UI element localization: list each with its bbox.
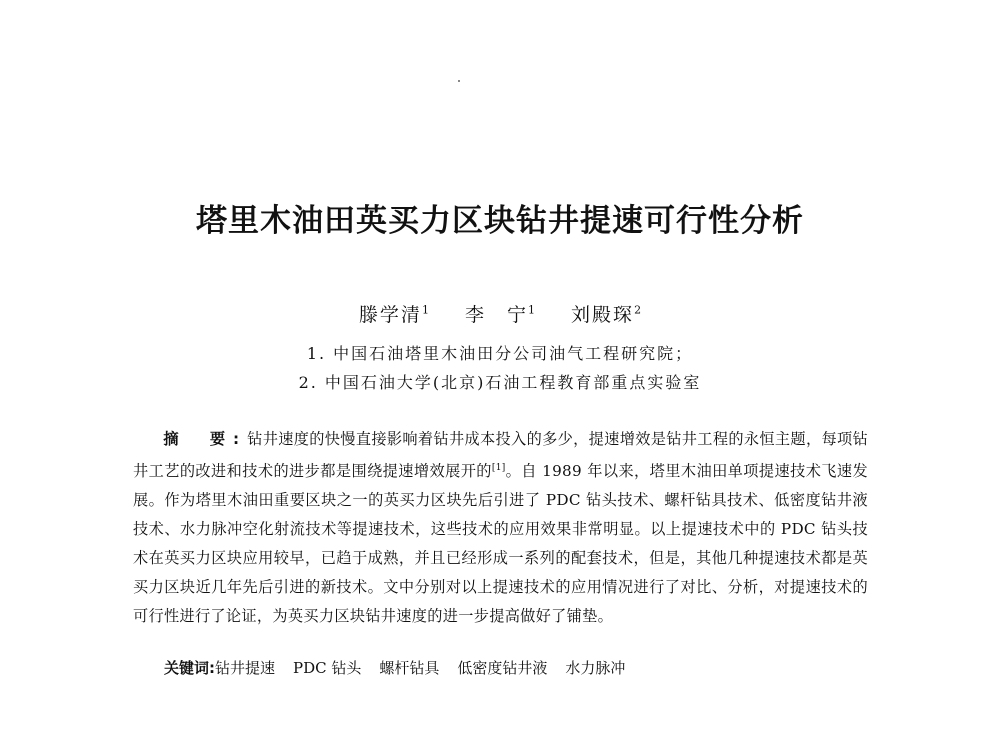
scan-speck (458, 80, 460, 82)
author-name: 李 宁 (464, 304, 528, 326)
author-affiliation-mark: 1 (421, 303, 429, 317)
author (571, 304, 641, 326)
keyword: 钻井提速 (215, 659, 276, 677)
abstract (133, 425, 868, 631)
keyword: 螺杆钻具 (379, 659, 440, 677)
keyword: 水力脉冲 (565, 659, 626, 677)
paper-title: 塔里木油田英买力区块钻井提速可行性分析 (196, 203, 804, 239)
keywords-label: 关键词: (164, 659, 215, 677)
author (465, 304, 535, 326)
author-affiliation-mark: 2 (634, 303, 642, 317)
keyword: 低密度钻井液 (457, 659, 548, 677)
abstract-text-part-2: 。自 1989 年以来，塔里木油田单项提速技术飞速发展。作为塔里木油田重要区块之一的英买力区块先后引进了 PDC 钻头技术、螺杆钻具技术、低密度钻井液技术、水力脉冲空化射流技术等提速技术，这些技术的应用效果非常明显。以上提速技术中的 PDC 钻头技术在英买力区块应用较早，已趋于成熟，并且已经形成一系列的配套技术，但是，其他几种提速技术都是英买力区块近几年先后引进的新技术。文中分别对以上提速技术的应用情况进行了对比、分析，对提速技术的可行性进行了论证，为英买力区块钻井速度的进一步提高做好了铺垫。 (133, 462, 868, 626)
author-line (0, 300, 1000, 327)
author-affiliation-mark: 1 (528, 303, 535, 317)
keywords (164, 657, 643, 678)
author (359, 304, 429, 326)
keyword: PDC 钻头 (293, 659, 362, 677)
abstract-label: 摘 要: (163, 430, 248, 448)
abstract-text-part-1: 钻井速度的快慢直接影响着钻井成本投入的多少，提速增效是钻井工程的永恒主题，每项钻井工艺的改进和技术的进步都是围绕提速增效展开的 (133, 430, 869, 481)
affiliation-2: 2. 中国石油大学(北京)石油工程教育部重点实验室 (298, 373, 702, 392)
citation-ref: [1] (491, 463, 506, 473)
author-name: 滕学清 (358, 304, 422, 326)
author-name: 刘殿琛 (571, 304, 635, 326)
affiliation-1: 1. 中国石油塔里木油田分公司油气工程研究院； (306, 344, 694, 363)
